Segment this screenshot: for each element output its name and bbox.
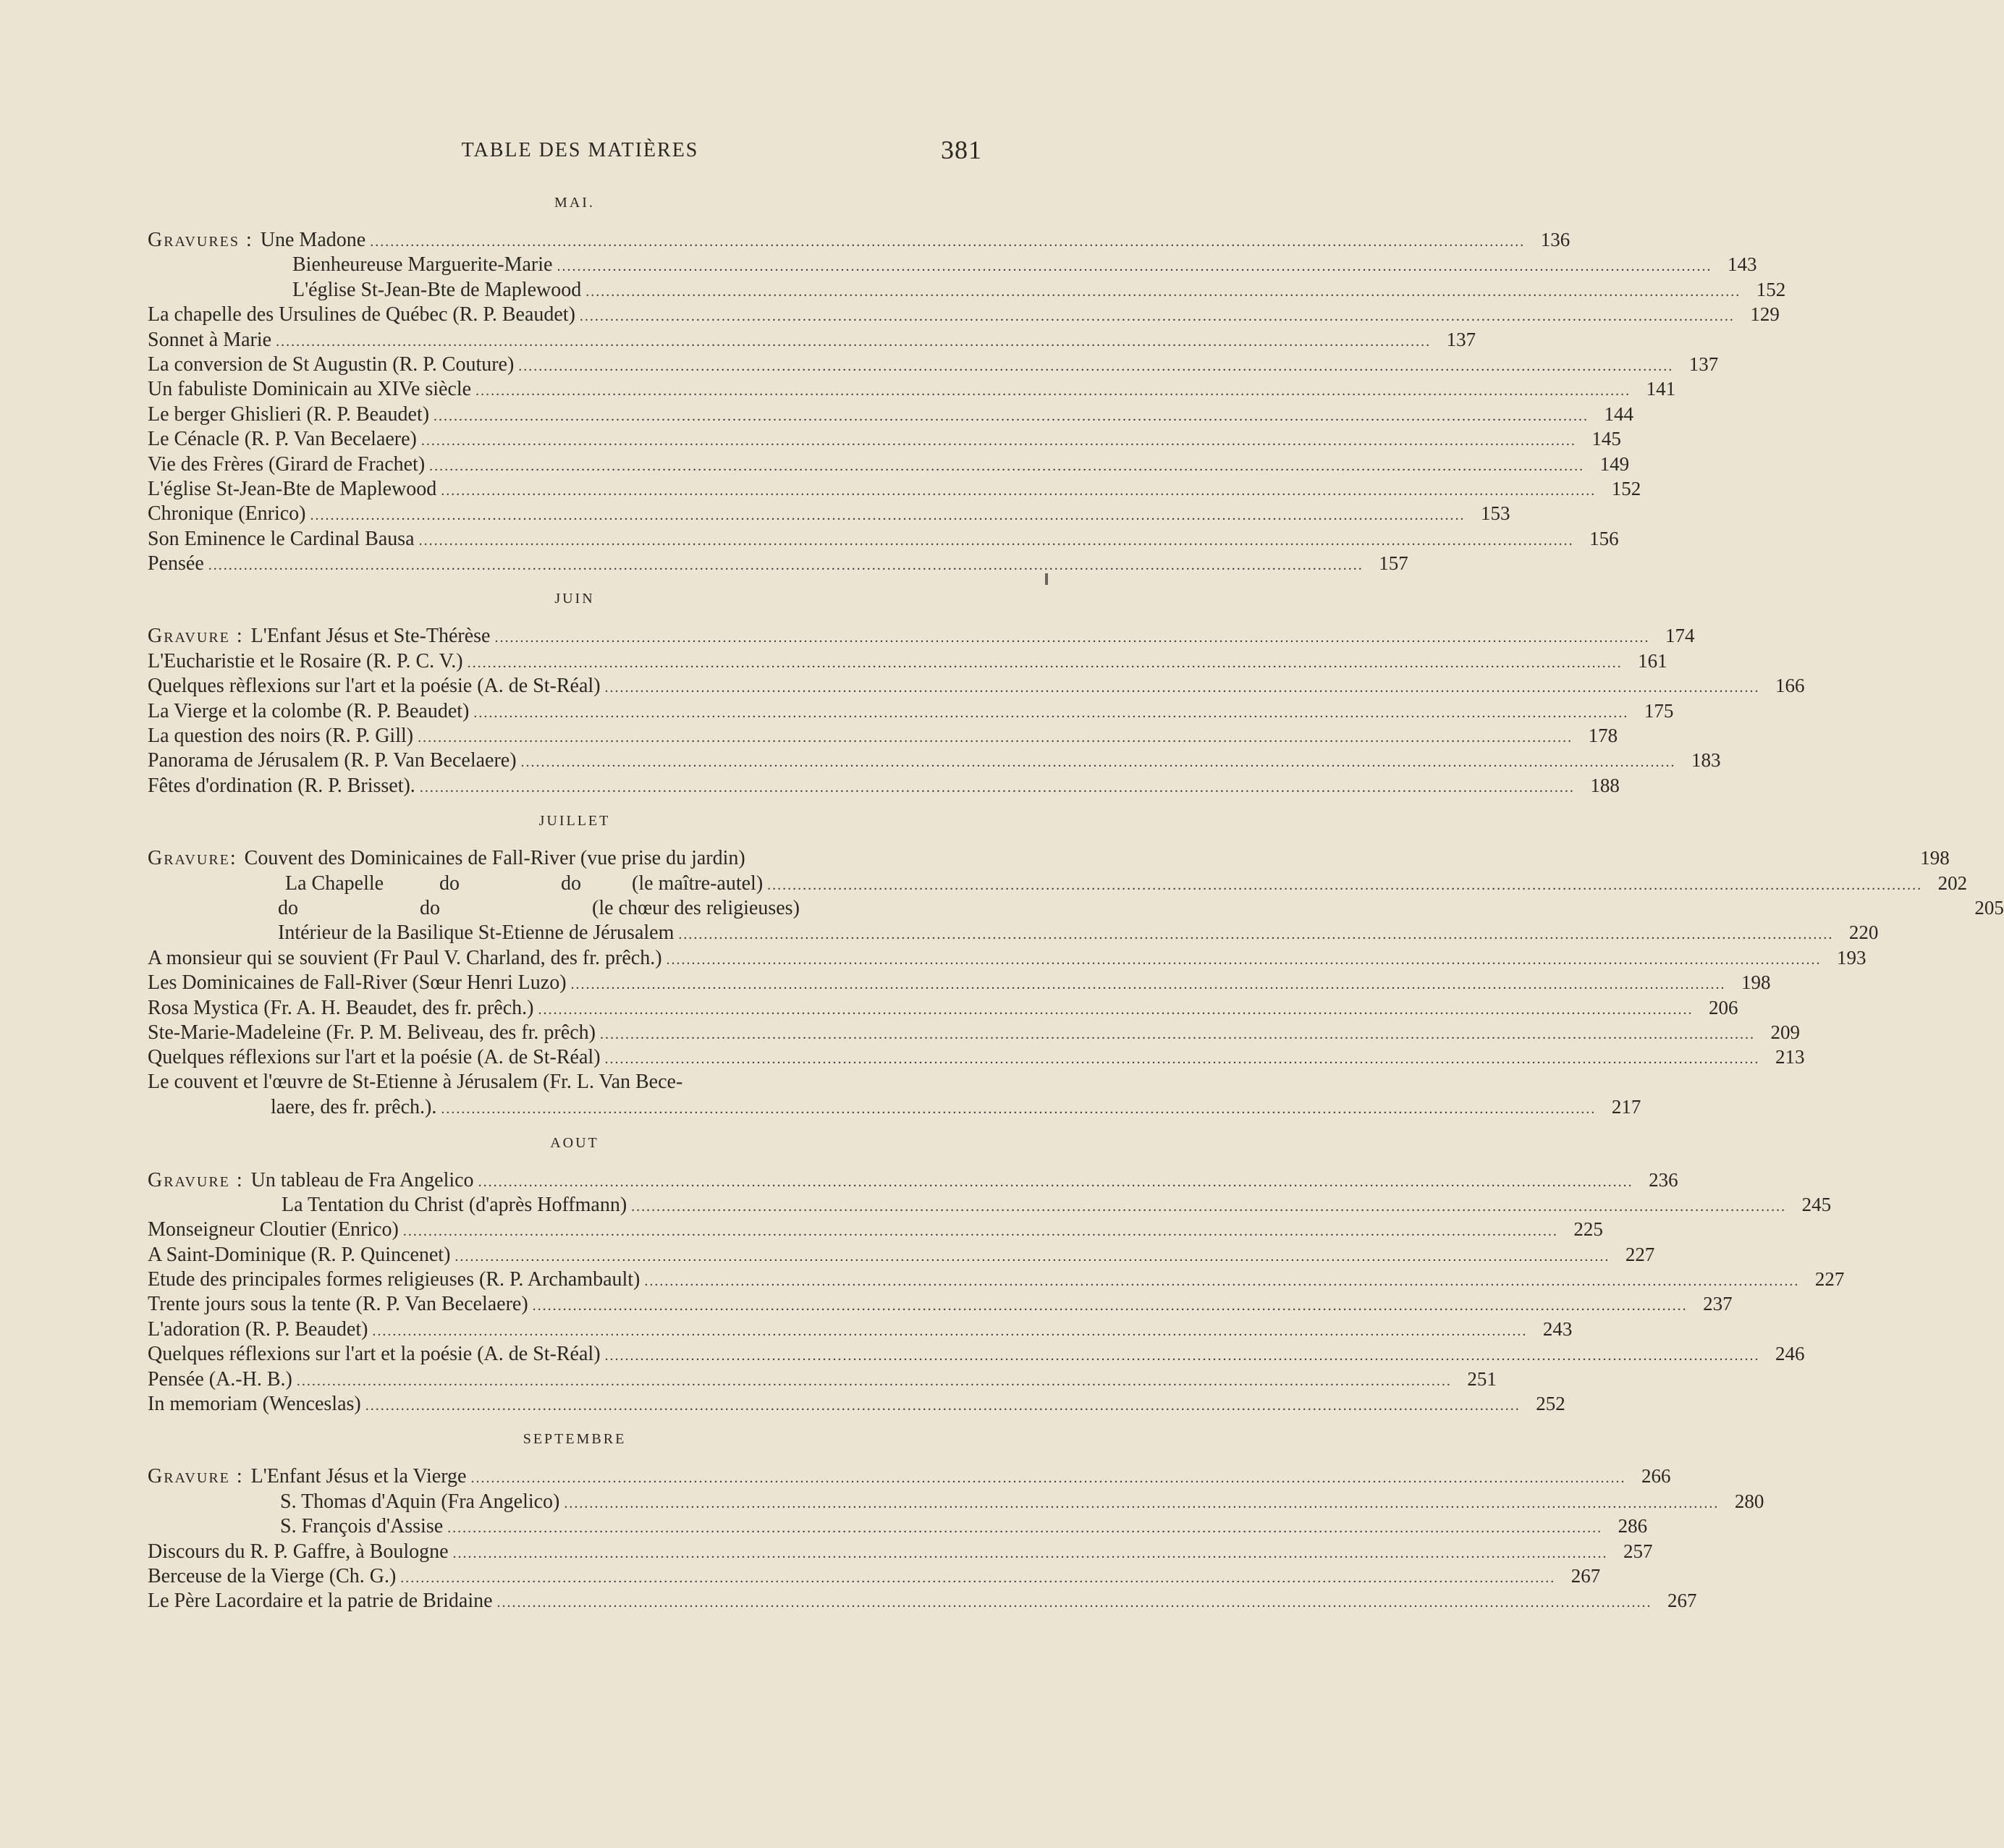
entry-page-number: 198	[1741, 971, 1771, 994]
dot-leader	[667, 948, 1822, 972]
toc-entry	[148, 623, 1695, 648]
dot-leader	[521, 750, 1676, 775]
entry-title: La question des noirs (R. P. Gill)	[148, 725, 414, 748]
toc-entry	[148, 773, 1620, 798]
entry-title: L'Eucharistie et le Rosaire (R. P. C. V.)	[148, 649, 463, 672]
toc-entry	[148, 649, 1667, 673]
entry-title: Panorama de Jérusalem (R. P. Van Becelaere)	[148, 749, 517, 772]
toc-entry	[148, 673, 1805, 698]
toc-entry	[148, 1539, 1653, 1564]
entry-title: Sonnet à Marie	[148, 328, 272, 351]
entry-title: L'adoration (R. P. Beaudet)	[148, 1317, 368, 1341]
entry-title: S. François d'Assise	[280, 1515, 444, 1538]
dot-leader	[475, 379, 1631, 403]
dot-leader	[208, 553, 1364, 578]
dot-leader	[418, 725, 1573, 750]
toc-entry	[148, 252, 1757, 277]
dot-leader	[678, 922, 1833, 947]
dot-leader	[372, 1319, 1527, 1343]
entry-page-number: 251	[1467, 1367, 1497, 1390]
dot-leader	[441, 1097, 1596, 1121]
entry-title: A Saint-Dominique (R. P. Quincenet)	[148, 1243, 451, 1266]
dot-leader	[400, 1566, 1555, 1590]
entry-title: L'église St-Jean-Bte de Maplewood	[292, 278, 582, 301]
running-title: TABLE DES MATIÈRES	[461, 139, 699, 161]
toc-entry	[148, 352, 1719, 376]
month-heading: JUILLET	[538, 813, 611, 830]
entry-page-number: 166	[1775, 675, 1805, 697]
dot-leader	[468, 651, 1623, 675]
entry-prefix: Gravure :	[148, 1465, 244, 1488]
entry-page-number: 157	[1379, 552, 1408, 575]
entry-page-number: 149	[1599, 452, 1630, 475]
dot-leader	[365, 1393, 1521, 1418]
entry-title: Le Père Lacordaire et la patrie de Bridaine	[148, 1590, 493, 1613]
toc-entry	[148, 1367, 1497, 1391]
toc-entry	[148, 1464, 1671, 1488]
entry-page-number: 144	[1604, 402, 1634, 425]
entry-title: Quelques réflexions sur l'art et la poésie (A. de St-Réal)	[148, 1343, 601, 1366]
dot-leader	[518, 354, 1673, 379]
dot-leader	[767, 873, 1922, 898]
entry-page-number: 266	[1641, 1465, 1671, 1488]
entry-title: Monseigneur Cloutier (Enrico)	[148, 1218, 399, 1241]
entry-page-number: 152	[1756, 278, 1786, 300]
dot-leader	[600, 1022, 1755, 1047]
toc-section	[148, 194, 1786, 575]
month-heading: SEPTEMBRE	[523, 1431, 627, 1448]
entry-page-number: 227	[1814, 1268, 1845, 1291]
toc-section	[148, 1134, 1845, 1417]
dot-leader	[434, 404, 1589, 429]
toc-entry	[148, 476, 1641, 501]
entry-title: Le couvent et l'œuvre de St-Etienne à Jérusalem (Fr. L. Van Bece-	[148, 1070, 683, 1093]
dot-leader	[571, 972, 1726, 997]
toc-entry	[148, 1489, 1764, 1514]
toc-entry	[148, 327, 1476, 352]
toc-entry	[148, 1168, 1678, 1192]
dot-leader	[631, 1194, 1786, 1219]
dot-leader	[429, 454, 1584, 478]
entry-page-number: 202	[1937, 872, 1968, 894]
month-heading: AOUT	[550, 1134, 599, 1151]
entry-title: S. Thomas d'Aquin (Fra Angelico)	[280, 1490, 560, 1513]
entry-title: Couvent des Dominicaines de Fall-River (vue prise du jardin)	[244, 847, 745, 870]
entry-title: Quelques réflexions sur l'art et la poésie (A. de St-Réal)	[148, 1046, 601, 1069]
toc-entry	[148, 1217, 1603, 1241]
entry-page-number: 245	[1801, 1193, 1832, 1215]
toc-entry	[148, 699, 1674, 723]
entry-title: Intérieur de la Basilique St-Etienne de Jérusalem	[278, 921, 675, 945]
entry-title: In memoriam (Wenceslas)	[148, 1393, 361, 1416]
entry-page-number: 153	[1481, 502, 1510, 525]
entry-page-number: 213	[1775, 1046, 1805, 1068]
dot-leader	[494, 625, 1649, 650]
entry-page-number: 136	[1540, 229, 1570, 250]
entry-prefix: Gravure :	[148, 1168, 244, 1191]
toc-section	[148, 1430, 1764, 1613]
toc-entry	[148, 501, 1510, 526]
entry-page-number: 129	[1750, 303, 1780, 326]
dot-leader	[538, 997, 1693, 1022]
month-heading: MAI.	[554, 195, 595, 211]
dot-leader	[420, 775, 1575, 800]
toc-section	[148, 812, 2004, 1119]
dot-leader	[419, 528, 1574, 553]
toc-entry	[148, 1020, 1800, 1045]
toc-entry	[148, 227, 1570, 252]
entry-page-number: 175	[1644, 699, 1674, 722]
entry-title: Les Dominicaines de Fall-River (Sœur Henri Luzo)	[148, 971, 567, 995]
dot-leader	[585, 279, 1741, 304]
month-heading: JUIN	[554, 591, 595, 607]
entry-page-number: 217	[1611, 1096, 1641, 1118]
entry-page-number: 137	[1688, 353, 1719, 375]
entry-title: L'église St-Jean-Bte de Maplewood	[148, 477, 437, 500]
dot-leader	[605, 675, 1760, 700]
entry-title: La chapelle des Ursulines de Québec (R. P. Beaudet)	[148, 303, 575, 326]
dot-leader	[453, 1541, 1608, 1566]
toc-entry	[148, 1514, 1648, 1538]
toc-entry	[148, 970, 1771, 995]
toc-entry	[148, 1341, 1805, 1366]
entry-title: Un fabuliste Dominicain au XIVe siècle	[148, 378, 472, 401]
entry-page-number: 286	[1618, 1515, 1648, 1537]
dot-leader	[644, 1269, 1799, 1294]
dot-leader	[557, 254, 1712, 279]
entry-title: Rosa Mystica (Fr. A. H. Beaudet, des fr. prêch.)	[148, 996, 534, 1019]
entry-page-number: 193	[1837, 946, 1866, 969]
dot-leader	[473, 701, 1628, 725]
entry-title: Pensée (A.-H. B.)	[148, 1367, 292, 1391]
entry-prefix: Gravures :	[148, 229, 253, 251]
entry-page-number: 156	[1589, 527, 1619, 549]
toc-entry	[148, 1588, 1697, 1613]
page-header	[0, 135, 1160, 168]
entry-page-number: 220	[1848, 921, 1879, 944]
entry-page-number: 174	[1665, 625, 1695, 647]
entry-page-number: 280	[1734, 1490, 1764, 1512]
dot-leader	[497, 1590, 1652, 1615]
toc-entry	[148, 1564, 1601, 1588]
table-of-contents	[148, 194, 2004, 1628]
entry-page-number: 143	[1727, 253, 1757, 276]
entry-title: Pensée	[148, 552, 204, 575]
dot-leader	[403, 1219, 1558, 1244]
toc-entry	[148, 426, 1621, 451]
entry-page-number: 225	[1573, 1218, 1603, 1241]
entry-title: Vie des Frères (Girard de Frachet)	[148, 452, 426, 476]
dot-leader	[564, 1491, 1719, 1516]
entry-title: Discours du R. P. Gaffre, à Boulogne	[148, 1540, 449, 1563]
entry-page-number: 267	[1667, 1590, 1697, 1612]
entry-page-number: 161	[1638, 649, 1667, 672]
toc-entry	[148, 452, 1630, 476]
toc-entry	[148, 945, 1866, 970]
entry-title: Chronique (Enrico)	[148, 502, 306, 526]
toc-entry	[148, 845, 1950, 870]
dot-leader	[276, 329, 1431, 354]
dot-leader	[421, 429, 1576, 453]
entry-page-number: 178	[1588, 725, 1618, 747]
entry-title: Une Madone	[260, 229, 366, 251]
toc-entry	[148, 376, 1676, 401]
entry-title: Le berger Ghislieri (R. P. Beaudet)	[148, 402, 430, 426]
entry-page-number: 183	[1691, 749, 1721, 772]
entry-title: Son Eminence le Cardinal Bausa	[148, 527, 415, 550]
toc-entry	[148, 1045, 1805, 1069]
entry-page-number: 205	[1974, 896, 2004, 919]
dot-leader	[441, 478, 1596, 503]
toc-entry	[148, 402, 1634, 426]
entry-page-number: 227	[1625, 1243, 1655, 1265]
entry-title: Etude des principales formes religieuses (R. P. Archambault)	[148, 1268, 640, 1291]
dot-leader	[605, 1047, 1760, 1071]
entry-page-number: 137	[1446, 328, 1476, 350]
toc-entry	[148, 551, 1408, 575]
entry-title: L'Enfant Jésus et Ste-Thérèse	[250, 625, 491, 648]
toc-entry	[148, 1267, 1845, 1291]
entry-title: Bienheureuse Marguerite-Marie	[292, 253, 553, 277]
entry-page-number: 257	[1623, 1540, 1653, 1562]
entry-page-number: 206	[1708, 996, 1738, 1018]
toc-entry	[148, 871, 1968, 895]
entry-page-number: 145	[1591, 428, 1621, 450]
dot-leader	[580, 304, 1735, 329]
toc-entry	[148, 995, 1738, 1020]
toc-entry	[148, 302, 1780, 326]
dot-leader	[470, 1466, 1625, 1490]
entry-title: Quelques rèflexions sur l'art et la poésie (A. de St-Réal)	[148, 675, 601, 698]
entry-title: Un tableau de Fra Angelico	[250, 1168, 474, 1191]
dot-leader	[455, 1244, 1610, 1269]
entry-prefix: Gravure :	[148, 625, 244, 648]
entry-title: Trente jours sous la tente (R. P. Van Becelaere)	[148, 1293, 528, 1316]
entry-title: Le Cénacle (R. P. Van Becelaere)	[148, 428, 417, 451]
toc-entry	[148, 748, 1721, 772]
entry-title: A monsieur qui se souvient (Fr Paul V. Charland, des fr. prêch.)	[148, 946, 662, 969]
page-number: 381	[941, 135, 982, 164]
entry-page-number: 198	[1920, 847, 1950, 869]
toc-entry	[148, 1317, 1573, 1341]
toc-entry	[148, 1070, 1002, 1094]
dot-leader	[447, 1516, 1602, 1540]
entry-page-number: 237	[1703, 1293, 1733, 1315]
entry-title: Ste-Marie-Madeleine (Fr. P. M. Beliveau, des fr. prêch)	[148, 1021, 596, 1044]
toc-entry	[148, 1391, 1565, 1416]
entry-title: La Tentation du Christ (d'après Hoffmann)	[282, 1193, 627, 1216]
dot-leader	[605, 1343, 1760, 1368]
entry-page-number: 141	[1646, 378, 1676, 400]
entry-page-number: 152	[1611, 477, 1641, 499]
toc-entry	[148, 1094, 1641, 1119]
entry-title: do do (le chœur des religieuses)	[278, 896, 800, 919]
entry-prefix: Gravure:	[148, 847, 237, 870]
toc-entry	[148, 1192, 1832, 1217]
dot-leader	[533, 1294, 1688, 1318]
entry-page-number: 267	[1570, 1564, 1601, 1587]
dot-leader	[478, 1170, 1633, 1194]
entry-page-number: 252	[1536, 1393, 1565, 1415]
entry-page-number: 243	[1542, 1317, 1573, 1340]
entry-title: Fêtes d'ordination (R. P. Brisset).	[148, 774, 415, 797]
entry-title: La Vierge et la colombe (R. P. Beaudet)	[148, 699, 470, 722]
toc-entry	[148, 277, 1786, 302]
entry-title: L'Enfant Jésus et la Vierge	[250, 1465, 467, 1488]
entry-page-number: 209	[1770, 1021, 1800, 1043]
toc-entry	[148, 895, 2004, 920]
entry-page-number: 236	[1649, 1168, 1678, 1191]
toc-entry	[148, 526, 1619, 551]
entry-page-number: 246	[1775, 1343, 1805, 1365]
entry-page-number: 188	[1590, 774, 1620, 796]
toc-entry	[148, 1242, 1655, 1267]
dot-leader	[310, 503, 1466, 528]
toc-section	[148, 590, 1805, 798]
toc-entry	[148, 723, 1618, 748]
entry-title: La conversion de St Augustin (R. P. Couture)	[148, 353, 515, 376]
dot-leader	[370, 229, 1525, 254]
entry-title: Berceuse de la Vierge (Ch. G.)	[148, 1564, 397, 1587]
toc-entry	[148, 920, 1879, 945]
toc-entry	[148, 1291, 1733, 1316]
entry-title: La Chapelle do do (le maître-autel)	[285, 872, 764, 895]
dot-leader	[297, 1369, 1452, 1393]
entry-title: laere, des fr. prêch.).	[271, 1096, 437, 1119]
